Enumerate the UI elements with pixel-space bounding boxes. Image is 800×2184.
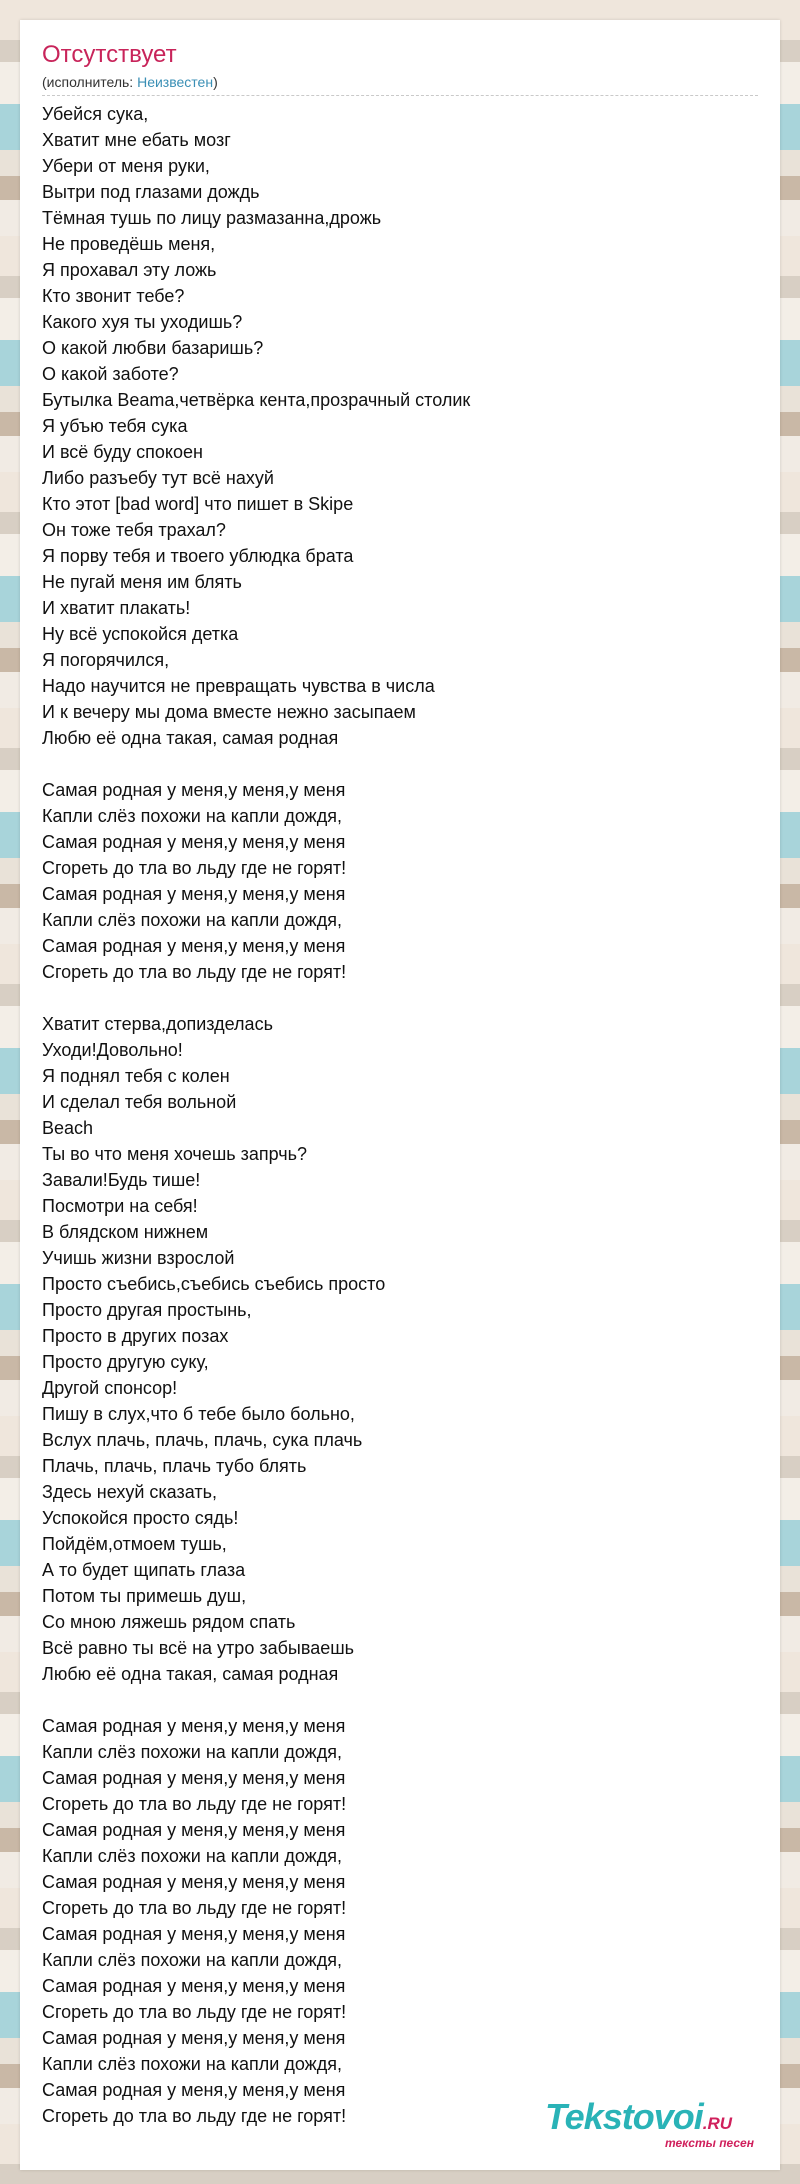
lyric-line: Бутылка Beama,четвёрка кента,прозрачный столик xyxy=(42,390,471,410)
lyric-line: О какой любви базаришь? xyxy=(42,338,264,358)
lyric-line: Какого хуя ты уходишь? xyxy=(42,312,243,332)
lyric-line: Капли слёз похожи на капли дождя, xyxy=(42,1950,342,1970)
lyric-line: А то будет щипать глаза xyxy=(42,1560,246,1580)
lyric-line: О какой заботе? xyxy=(42,364,179,384)
lyric-line: Ты во что меня хочешь запрчь? xyxy=(42,1144,308,1164)
lyric-line: Капли слёз похожи на капли дождя, xyxy=(42,1846,342,1866)
lyric-line: Сгореть до тла во льду где не горят! xyxy=(42,1898,347,1918)
logo-domain: .RU xyxy=(702,2114,732,2133)
lyric-line: Самая родная у меня,у меня,у меня xyxy=(42,884,346,904)
logo-text: Tekstovoi xyxy=(545,2096,703,2137)
lyric-line: Я поднял тебя с колен xyxy=(42,1066,230,1086)
lyric-line: Потом ты примешь душ, xyxy=(42,1586,247,1606)
lyric-line: Уходи!Довольно! xyxy=(42,1040,183,1060)
lyric-line: Убери от меня руки, xyxy=(42,156,210,176)
lyric-line: Хватит стерва,допизделась xyxy=(42,1014,273,1034)
lyrics-text xyxy=(42,101,762,2129)
lyric-line: Учишь жизни взрослой xyxy=(42,1248,235,1268)
lyric-line: Я погорячился, xyxy=(42,650,170,670)
lyric-line: Завали!Будь тише! xyxy=(42,1170,201,1190)
lyric-line: Самая родная у меня,у меня,у меня xyxy=(42,936,346,956)
lyric-line: Убейся сука, xyxy=(42,104,149,124)
lyric-line: Сгореть до тла во льду где не горят! xyxy=(42,2002,347,2022)
lyric-line: Я порву тебя и твоего ублюдка брата xyxy=(42,546,354,566)
lyric-line: И сделал тебя вольной xyxy=(42,1092,237,1112)
lyric-line xyxy=(42,985,762,1011)
lyric-line: Другой спонсор! xyxy=(42,1378,178,1398)
lyric-line: Самая родная у меня,у меня,у меня xyxy=(42,1872,346,1892)
lyric-line: Самая родная у меня,у меня,у меня xyxy=(42,2080,346,2100)
song-title: Отсутствует xyxy=(42,41,177,68)
lyric-line: Сгореть до тла во льду где не горят! xyxy=(42,2106,347,2126)
lyric-line: Самая родная у меня,у меня,у меня xyxy=(42,1768,346,1788)
lyric-line: В блядском нижнем xyxy=(42,1222,209,1242)
logo-tagline: тексты песен xyxy=(665,2136,754,2150)
lyric-line: И хватит плакать! xyxy=(42,598,191,618)
lyric-line: Я прохавал эту ложь xyxy=(42,260,217,280)
lyric-line: Пишу в слух,что б тебе было больно, xyxy=(42,1404,355,1424)
lyric-line: Капли слёз похожи на капли дождя, xyxy=(42,910,342,930)
lyric-line: Просто в других позах xyxy=(42,1326,229,1346)
lyric-line xyxy=(42,751,762,777)
lyrics-card xyxy=(20,20,780,2170)
lyric-line: Надо научится не превращать чувства в числа xyxy=(42,676,435,696)
lyric-line: Самая родная у меня,у меня,у меня xyxy=(42,832,346,852)
lyric-line: Я убъю тебя сука xyxy=(42,416,188,436)
artist-link[interactable]: Неизвестен xyxy=(137,74,214,90)
lyric-line: Либо разъебу тут всё нахуй xyxy=(42,468,274,488)
lyric-line: Всё равно ты всё на утро забываешь xyxy=(42,1638,355,1658)
lyric-line: Посмотри на себя! xyxy=(42,1196,198,1216)
lyric-line: Любю её одна такая, самая родная xyxy=(42,1664,339,1684)
lyric-line: Самая родная у меня,у меня,у меня xyxy=(42,2028,346,2048)
lyric-line: Самая родная у меня,у меня,у меня xyxy=(42,1820,346,1840)
lyric-line: Тёмная тушь по лицу размазанна,дрожь xyxy=(42,208,382,228)
lyric-line: Не пугай меня им блять xyxy=(42,572,242,592)
lyric-line: Ну всё успокойся детка xyxy=(42,624,239,644)
lyric-line: И к вечеру мы дома вместе нежно засыпаем xyxy=(42,702,416,722)
lyric-line: Капли слёз похожи на капли дождя, xyxy=(42,2054,342,2074)
lyric-line: Кто этот [bad word] что пишет в Skipe xyxy=(42,494,354,514)
lyric-line: Капли слёз похожи на капли дождя, xyxy=(42,1742,342,1762)
lyric-line: Самая родная у меня,у меня,у меня xyxy=(42,1976,346,1996)
lyric-line xyxy=(42,1687,762,1713)
artist-prefix: (исполнитель: xyxy=(42,74,138,90)
lyric-line: Пойдём,отмоем тушь, xyxy=(42,1534,227,1554)
lyric-line: Не проведёшь меня, xyxy=(42,234,216,254)
lyric-line: Хватит мне ебать мозг xyxy=(42,130,231,150)
lyric-line: Любю её одна такая, самая родная xyxy=(42,728,339,748)
lyric-line: Просто другая простынь, xyxy=(42,1300,252,1320)
site-logo[interactable] xyxy=(545,2096,754,2150)
lyric-line: И всё буду спокоен xyxy=(42,442,203,462)
lyric-line: Beach xyxy=(42,1118,94,1138)
lyric-line: Вытри под глазами дождь xyxy=(42,182,260,202)
lyric-line: Капли слёз похожи на капли дождя, xyxy=(42,806,342,826)
lyric-line: Он тоже тебя трахал? xyxy=(42,520,226,540)
lyric-line: Просто съебись,съебись съебись просто xyxy=(42,1274,386,1294)
lyric-line: Сгореть до тла во льду где не горят! xyxy=(42,962,347,982)
lyric-line: Со мною ляжешь рядом спать xyxy=(42,1612,296,1632)
artist-suffix: ) xyxy=(213,74,218,90)
lyric-line: Плачь, плачь, плачь тубо блять xyxy=(42,1456,307,1476)
lyric-line: Вслух плачь, плачь, плачь, сука плачь xyxy=(42,1430,363,1450)
lyric-line: Здесь нехуй сказать, xyxy=(42,1482,217,1502)
lyric-line: Успокойся просто сядь! xyxy=(42,1508,239,1528)
artist-line xyxy=(42,72,758,96)
lyric-line: Самая родная у меня,у меня,у меня xyxy=(42,1716,346,1736)
lyric-line: Самая родная у меня,у меня,у меня xyxy=(42,1924,346,1944)
lyric-line: Просто другую суку, xyxy=(42,1352,209,1372)
lyric-line: Кто звонит тебе? xyxy=(42,286,185,306)
lyric-line: Сгореть до тла во льду где не горят! xyxy=(42,858,347,878)
lyric-line: Самая родная у меня,у меня,у меня xyxy=(42,780,346,800)
lyric-line: Сгореть до тла во льду где не горят! xyxy=(42,1794,347,1814)
